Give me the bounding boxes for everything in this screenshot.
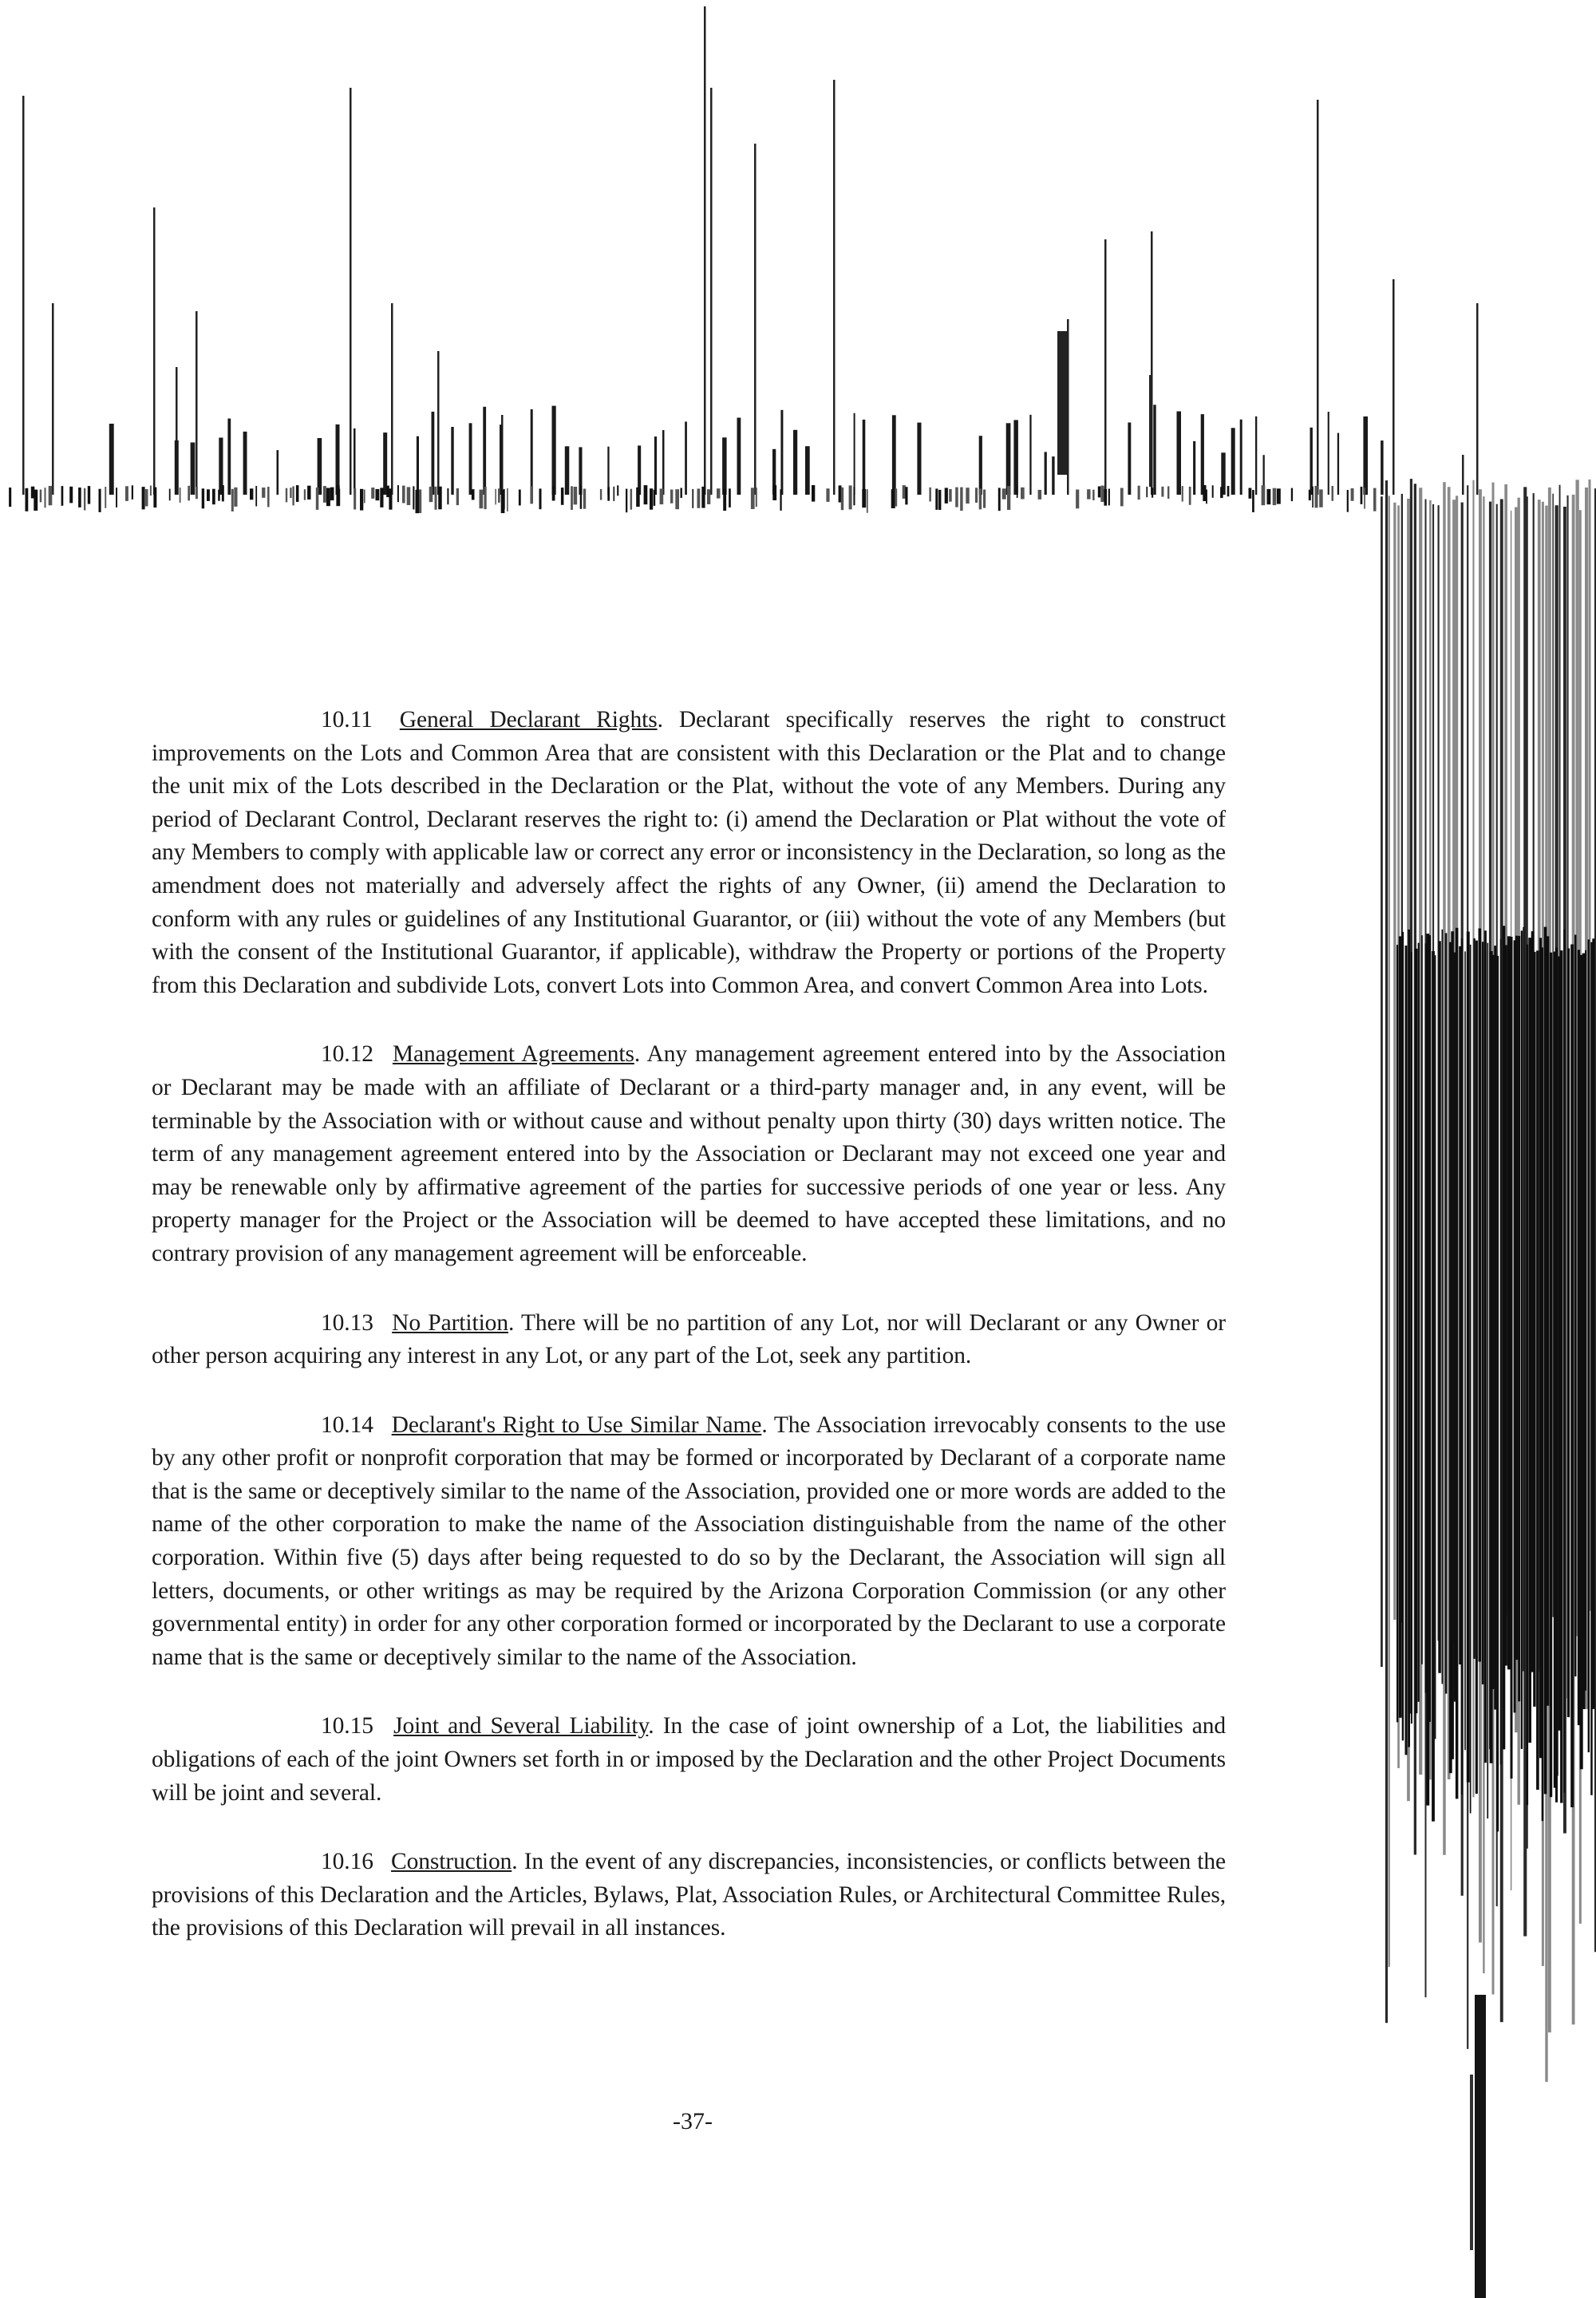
document-body (152, 704, 1226, 1981)
heading-separator: . (508, 1309, 515, 1336)
section-heading: Joint and Several Liability (393, 1713, 649, 1739)
section-body: There will be no partition of any Lot, nor will Declarant or any Owner or other person acquiring any interest in any Lot, or any part of the Lot, seek any partition. (152, 1309, 1227, 1369)
section-body: In the event of any discrepancies, inconsistencies, or conflicts between the provisions of this Declaration and the Articles, Bylaws, Plat, Association Rules, or Architectural Committee Rules, the provisions of this Declaration will prevail in all instances. (152, 1849, 1226, 1941)
section-10-14 (152, 1409, 1226, 1675)
section-10-16 (152, 1846, 1226, 1945)
heading-separator: . (512, 1849, 518, 1875)
section-number: 10.11 (321, 707, 373, 732)
heading-separator: . (634, 1041, 641, 1068)
section-10-13 (152, 1307, 1226, 1373)
section-heading: No Partition (392, 1309, 508, 1336)
section-10-12 (152, 1038, 1226, 1270)
section-heading: General Declarant Rights (399, 707, 658, 732)
section-body: The Association irrevocably consents to the use by any other profit or nonprofit corporation that may be formed or incorporated by Declarant of a corporate name that is the same or deceptively similar to the name of the Association, provided one or more words are added to the name of the other corporation to make the name of the Association distinguishable from the name of the other corporation. Within five (5) days after being requested to do so by the Declarant, the Association will sign all letters, documents, or other writings as may be required by the Arizona Corporation Commission (or any other governmental entity) in order for any other corporation formed or incorporated by the Declarant to use a corporate name that is the same or deceptively similar to the name of the Association. (152, 1412, 1226, 1670)
section-10-11 (152, 704, 1226, 1002)
heading-separator: . (657, 707, 663, 732)
heading-separator: . (761, 1412, 768, 1438)
section-10-15 (152, 1710, 1226, 1810)
section-body: In the case of joint ownership of a Lot, the liabilities and obligations of each of the joint Owners set forth in or imposed by the Declaration and the other Project Documents will be joint and several. (152, 1713, 1226, 1806)
section-number: 10.15 (321, 1713, 373, 1739)
section-body: Declarant specifically reserves the right to construct improvements on the Lots and Common Area that are consistent with this Declaration or the Plat and to change the unit mix of the Lots described in the Declaration or the Plat, without the vote of any Members. During any period of Declarant Control, Declarant reserves the right to: (i) amend the Declaration or Plat without the vote of any Members to comply with applicable law or correct any error or inconsistency in the Declaration, so long as the amendment does not materially and adversely affect the rights of any Owner, (ii) amend the Declaration to conform with any rules or guidelines of any Institutional Guarantor, or (iii) without the vote of any Members (but with the consent of the Institutional Guarantor, if applicable), withdraw the Property or portions of the Property from this Declaration and subdivide Lots, convert Lots into Common Area, and convert Common Area into Lots. (152, 707, 1226, 998)
section-number: 10.12 (321, 1041, 373, 1068)
section-heading: Construction (391, 1849, 512, 1875)
section-heading: Management Agreements (392, 1041, 634, 1068)
scan-artifact-right-bars (1381, 479, 1596, 2298)
scan-artifact-top-bars (0, 0, 1596, 519)
page-number: -37- (673, 2108, 713, 2134)
section-body: Any management agreement entered into by the Association or Declarant may be made with an affiliate of Declarant or a third-party manager and, in any event, will be terminable by the Association with or without cause and without penalty upon thirty (30) days written notice. The term of any management agreement entered into by the Association or Declarant may not exceed one year and may be renewable only by affirmative agreement of the parties for successive periods of one year or less. Any property manager for the Project or the Association will be deemed to have accepted these limitations, and no contrary provision of any management agreement will be enforceable. (152, 1041, 1226, 1266)
heading-separator: . (648, 1713, 654, 1739)
section-number: 10.13 (321, 1309, 373, 1336)
section-number: 10.14 (321, 1412, 373, 1438)
section-heading: Declarant's Right to Use Similar Name (391, 1412, 762, 1438)
section-number: 10.16 (321, 1849, 373, 1875)
